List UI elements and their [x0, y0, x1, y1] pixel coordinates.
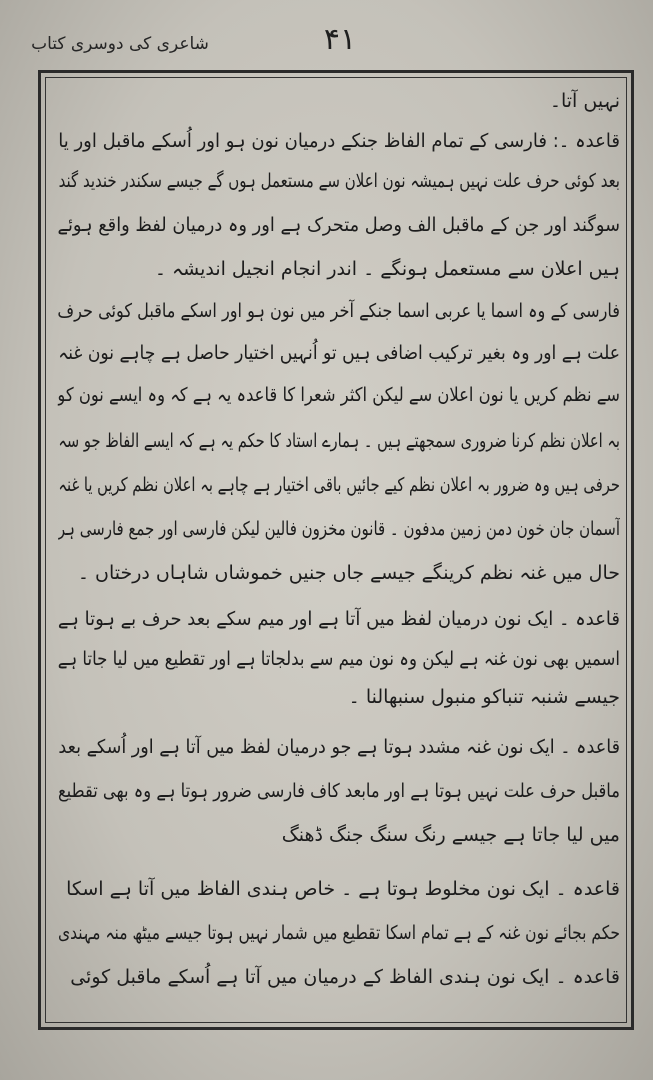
text-line: بہ اعلان نظم کرنا ضروری سمجھتے ہیں ۔ ہمارے استاد کا حکم یہ ہے کہ ایسے الفاظ جو سہ — [58, 430, 620, 452]
text-line: قاعدہ ۔ ایک نون مخلوط ہوتا ہے ۔ خاص ہندی الفاظ میں آتا ہے اسکا — [66, 878, 620, 900]
running-title: شاعری کی دوسری کتاب — [31, 34, 209, 54]
text-line: آسمان جان خون دمن زمین مدفون ۔ قانون مخزون فالین لیکن فارسی اور جمع فارسی ہر — [58, 518, 620, 540]
text-line: علت ہے اور وہ بغیر ترکیب اضافی ہیں تو اُنہیں اختیار حاصل ہے چاہے نون غنہ — [58, 342, 620, 364]
page-number: ۴۱ — [323, 22, 357, 57]
text-line: قاعدہ ۔ ایک نون درمیان لفظ میں آتا ہے اور میم سکے بعد حرف بے ہوتا ہے — [58, 608, 620, 630]
text-line: اسمیں بھی نون غنہ ہے لیکن وہ نون میم سے بدلجاتا ہے اور تقطیع میں لیا جاتا ہے — [58, 648, 620, 670]
text-line: فارسی کے وہ اسما یا عربی اسما جنکے آخر میں نون ہو اور اسکے ماقبل کوئی حرف — [57, 300, 620, 322]
text-line: قاعدہ ۔ ایک نون ہندی الفاظ کے درمیان میں آتا ہے اُسکے ماقبل کوئی — [70, 966, 620, 988]
page-header — [0, 0, 653, 72]
text-line: حال میں غنہ نظم کرینگے جیسے جاں جنیں خموشاں شاہاں درختاں ۔ — [77, 562, 620, 584]
text-line: قاعدہ ۔: فارسی کے تمام الفاظ جنکے درمیان نون ہو اور اُسکے ماقبل اور یا — [58, 130, 620, 152]
text-line: ہیں اعلان سے مستعمل ہونگے ۔ اندر انجام انجیل اندیشہ ۔ — [154, 258, 620, 280]
text-line: سوگند اور جن کے ماقبل الف وصل متحرک ہے اور وہ درمیان لفظ واقع ہوئے — [57, 214, 620, 236]
text-line: نہیں آتا۔ — [549, 90, 620, 112]
text-line: بعد کوئی حرف علت نہیں ہمیشہ نون اعلان سے مستعمل ہوں گے جیسے سکندر خندید گند — [58, 170, 620, 192]
text-line: قاعدہ ۔ ایک نون غنہ مشدد ہوتا ہے جو درمیان لفظ میں آتا ہے اور اُسکے بعد — [58, 736, 620, 758]
text-line: سے نظم کریں یا نون اعلان سے لیکن اکثر شعرا کا قاعدہ یہ ہے کہ وہ ایسے نون کو — [57, 384, 620, 406]
body-text — [58, 82, 620, 1017]
text-line: جیسے شنبہ تنباکو منبول سنبھالنا ۔ — [348, 686, 620, 708]
text-line: ماقبل حرف علت نہیں ہوتا ہے اور مابعد کاف فارسی ضرور ہوتا ہے وہ بھی تقطیع — [58, 780, 620, 802]
text-line: میں لیا جاتا ہے جیسے رنگ سنگ جنگ ڈھنگ — [281, 824, 620, 846]
text-line: حرفی ہیں وہ ضرور بہ اعلان نظم کیے جائیں باقی اختیار ہے چاہے بہ اعلان نظم کریں یا غنہ — [58, 474, 620, 496]
text-line: حکم بجائے نون غنہ کے ہے تمام اسکا تقطیع میں شمار نہیں ہوتا جیسے میٹھ منہ مہندی — [58, 922, 620, 944]
